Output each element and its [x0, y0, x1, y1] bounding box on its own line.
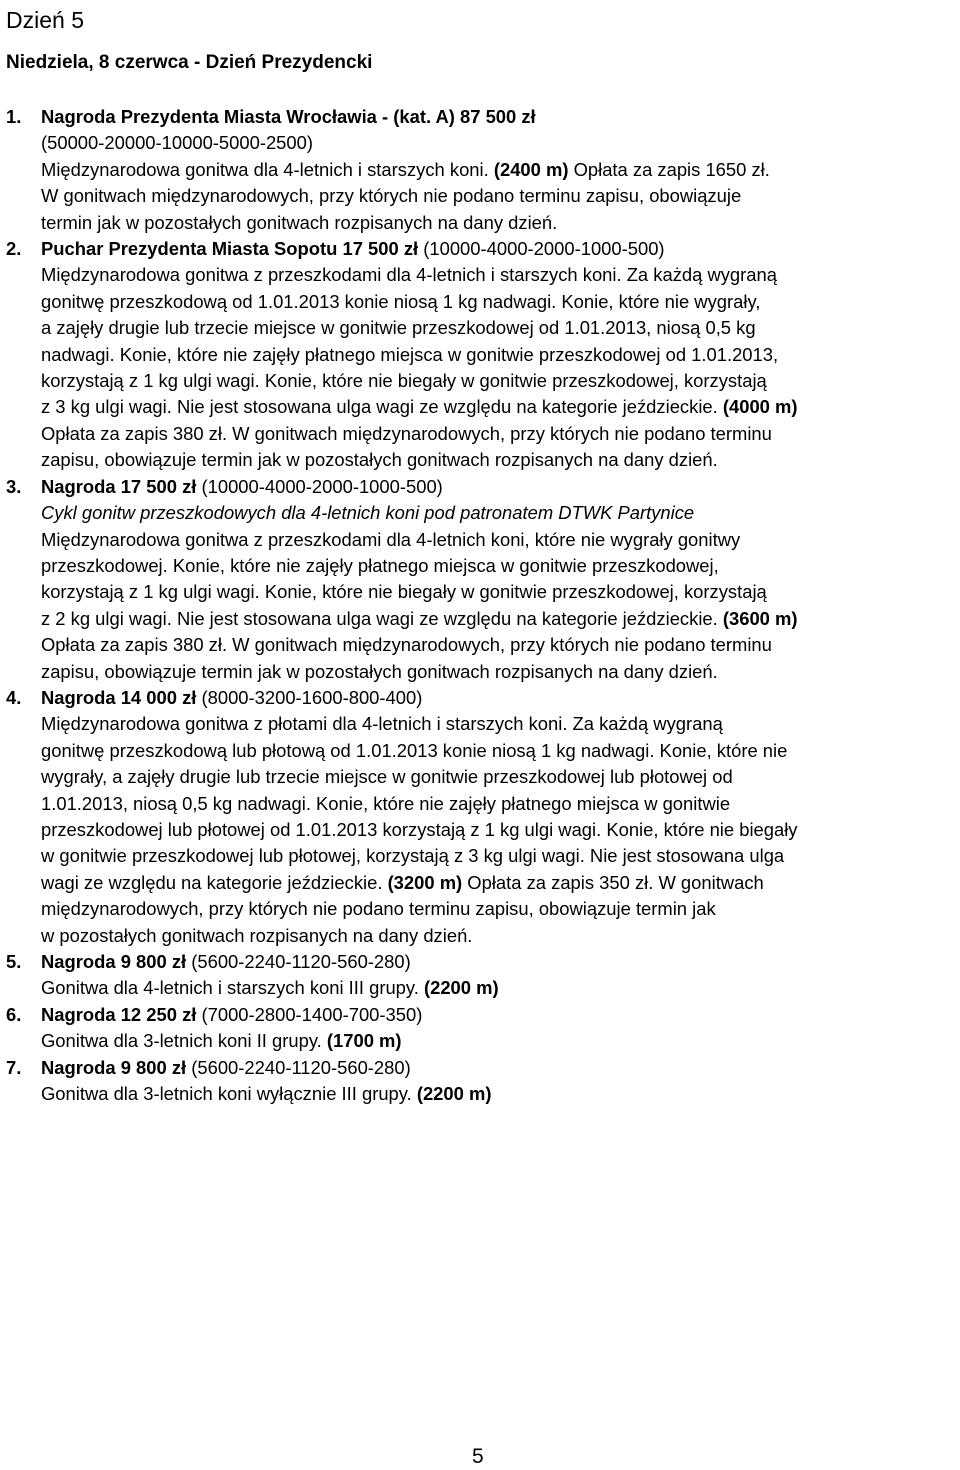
race-text-line [41, 1028, 956, 1054]
race-text-line [41, 210, 956, 236]
race-text: 1.01.2013, niosą 0,5 kg nadwagi. Konie, które nie zajęły płatnego miejsca w gonitwie [41, 792, 731, 814]
race-text-bold: Puchar Prezydenta Miasta Sopotu 17 500 zł [41, 238, 419, 260]
race-text-bold: (2400 m) [493, 158, 569, 180]
race-text-line [41, 289, 956, 315]
race-number: 7. [6, 1056, 22, 1078]
race-text-bold: Nagroda 14 000 zł [41, 686, 197, 708]
race-text-line [41, 791, 956, 817]
race-item [6, 236, 956, 474]
page-number: 5 [472, 1445, 484, 1468]
race-text: (10000-4000-2000-1000-500) [196, 475, 443, 497]
race-text: Gonitwa dla 4-letnich i starszych koni III grupy. [41, 977, 424, 999]
race-text-line [41, 632, 956, 658]
race-text-line [41, 764, 956, 790]
race-text: wygrały, a zajęły drugie lub trzecie miejsce w gonitwie przeszkodowej lub płotowej od [41, 766, 733, 788]
race-text: z 3 kg ulgi wagi. Nie jest stosowana ulga wagi ze względu na kategorie jeździeckie. [41, 396, 723, 418]
race-text: Międzynarodowa gonitwa dla 4-letnich i starszych koni. [41, 158, 494, 180]
race-text: gonitwę przeszkodową lub płotową od 1.01.2013 konie niosą 1 kg nadwagi. Konie, które nie [41, 739, 788, 761]
race-item [6, 474, 956, 685]
race-text-line [41, 553, 956, 579]
race-text-line [41, 315, 956, 341]
race-text-bold: Nagroda 12 250 zł [41, 1003, 197, 1025]
race-text-bold: Nagroda 9 800 zł [41, 1056, 187, 1078]
race-text-line [41, 817, 956, 843]
race-text: (8000-3200-1600-800-400) [196, 686, 423, 708]
race-text: Międzynarodowa gonitwa z płotami dla 4-letnich i starszych koni. Za każdą wygraną [41, 713, 723, 735]
race-text: nadwagi. Konie, które nie zajęły płatnego miejsca w gonitwie przeszkodowej od 1.01.2013, [41, 343, 779, 365]
race-text-line [41, 685, 956, 711]
race-text: korzystają z 1 kg ulgi wagi. Konie, które nie biegały w gonitwie przeszkodowej, korzystają [41, 581, 767, 603]
race-text-line [41, 843, 956, 869]
race-text-line [41, 500, 956, 526]
race-text-line [41, 447, 956, 473]
race-text: Międzynarodowa gonitwa z przeszkodami dla 4-letnich koni, które nie wygrały gonitwy [41, 528, 741, 550]
race-text: (5600-2240-1120-560-280) [186, 1056, 411, 1078]
race-text-bold: (2200 m) [423, 977, 499, 999]
race-text: Gonitwa dla 3-letnich koni wyłącznie III grupy. [41, 1083, 417, 1105]
race-text: termin jak w pozostałych gonitwach rozpisanych na dany dzień. [41, 211, 558, 233]
race-text-line [41, 157, 956, 183]
race-text-line [41, 949, 956, 975]
race-text-line [41, 975, 956, 1001]
race-text-line [41, 130, 956, 156]
race-item [6, 1002, 956, 1055]
race-text: w gonitwie przeszkodowej lub płotowej, korzystają z 3 kg ulgi wagi. Nie jest stosowana ulga [41, 845, 785, 867]
race-text: z 2 kg ulgi wagi. Nie jest stosowana ulga wagi ze względu na kategorie jeździeckie. [41, 607, 723, 629]
race-text-line [41, 870, 956, 896]
race-text-line [41, 394, 956, 420]
race-text-bold: Nagroda 9 800 zł [41, 951, 187, 972]
day-title: Dzień 5 [6, 7, 84, 33]
race-text-bold: (3200 m) [387, 871, 463, 893]
race-text-line [41, 1081, 956, 1107]
race-text-line [41, 342, 956, 368]
race-text: wagi ze względu na kategorie jeździeckie. [41, 871, 388, 893]
race-text: Opłata za zapis 380 zł. W gonitwach międzynarodowych, przy których nie podano terminu [41, 422, 772, 444]
race-text-line [41, 236, 956, 262]
day-date-line: Niedziela, 8 czerwca - Dzień Prezydencki [6, 52, 373, 73]
race-text-line [41, 368, 956, 394]
race-text: w pozostałych gonitwach rozpisanych na dany dzień. [41, 924, 473, 946]
race-text-line [41, 579, 956, 605]
race-text-line [41, 896, 956, 922]
race-text: przeszkodowej lub płotowej od 1.01.2013 korzystają z 1 kg ulgi wagi. Konie, które nie biegały [41, 818, 798, 840]
race-text-line [41, 421, 956, 447]
race-text-bold: (2200 m) [416, 1083, 492, 1105]
race-text-line [41, 606, 956, 632]
race-item [6, 104, 956, 236]
race-text: przeszkodowej. Konie, które nie zajęły płatnego miejsca w gonitwie przeszkodowej, [41, 554, 719, 576]
race-text: międzynarodowych, przy których nie podano terminu zapisu, obowiązuje termin jak [41, 898, 716, 920]
race-text-italic: Cykl gonitw przeszkodowych dla 4-letnich koni pod patronatem DTWK Partynice [41, 502, 695, 524]
race-text: Opłata za zapis 1650 zł. [568, 158, 770, 180]
race-text: W gonitwach międzynarodowych, przy których nie podano terminu zapisu, obowiązuje [41, 185, 742, 207]
race-text: (7000-2800-1400-700-350) [196, 1003, 423, 1025]
race-text-line [41, 183, 956, 209]
race-text: Międzynarodowa gonitwa z przeszkodami dla 4-letnich i starszych koni. Za każdą wygraną [41, 264, 777, 286]
race-text: Opłata za zapis 380 zł. W gonitwach międzynarodowych, przy których nie podano terminu [41, 634, 772, 656]
race-number: 4. [6, 686, 22, 708]
race-text-bold: (4000 m) [722, 396, 798, 418]
race-text-line [41, 659, 956, 685]
race-text-line [41, 527, 956, 553]
race-text: a zajęły drugie lub trzecie miejsce w gonitwie przeszkodowej od 1.01.2013, niosą 0,5 kg [41, 317, 756, 339]
race-text-line [41, 262, 956, 288]
race-text-bold: (3600 m) [722, 607, 798, 629]
race-text-line [41, 1055, 956, 1081]
race-text: Gonitwa dla 3-letnich koni II grupy. [41, 1030, 327, 1052]
race-text-line [41, 474, 956, 500]
race-text-bold: Nagroda Prezydenta Miasta Wrocławia - (kat. A) 87 500 zł [41, 106, 536, 127]
race-text-bold: Nagroda 17 500 zł [41, 475, 197, 497]
race-number: 1. [6, 106, 22, 127]
race-text-line [41, 1002, 956, 1028]
race-list [6, 104, 956, 1107]
race-number: 5. [6, 951, 22, 972]
race-number: 6. [6, 1003, 22, 1025]
race-text-line [41, 104, 956, 130]
race-item [6, 1055, 956, 1108]
race-text: (5600-2240-1120-560-280) [186, 951, 411, 972]
race-number: 3. [6, 475, 22, 497]
race-item [6, 949, 956, 1002]
race-text-bold: (1700 m) [326, 1030, 402, 1052]
race-text: (50000-20000-10000-5000-2500) [41, 132, 313, 154]
race-text: zapisu, obowiązuje termin jak w pozostałych gonitwach rozpisanych na dany dzień. [41, 449, 718, 471]
race-text-line [41, 738, 956, 764]
race-text-line [41, 711, 956, 737]
race-text: (10000-4000-2000-1000-500) [418, 238, 665, 260]
race-text: gonitwę przeszkodową od 1.01.2013 konie niosą 1 kg nadwagi. Konie, które nie wygrały, [41, 290, 761, 312]
race-text: korzystają z 1 kg ulgi wagi. Konie, które nie biegały w gonitwie przeszkodowej, korzystają [41, 370, 767, 392]
race-text: Opłata za zapis 350 zł. W gonitwach [462, 871, 764, 893]
race-number: 2. [6, 238, 22, 260]
race-item [6, 685, 956, 949]
race-text: zapisu, obowiązuje termin jak w pozostałych gonitwach rozpisanych na dany dzień. [41, 660, 718, 682]
race-text-line [41, 923, 956, 949]
